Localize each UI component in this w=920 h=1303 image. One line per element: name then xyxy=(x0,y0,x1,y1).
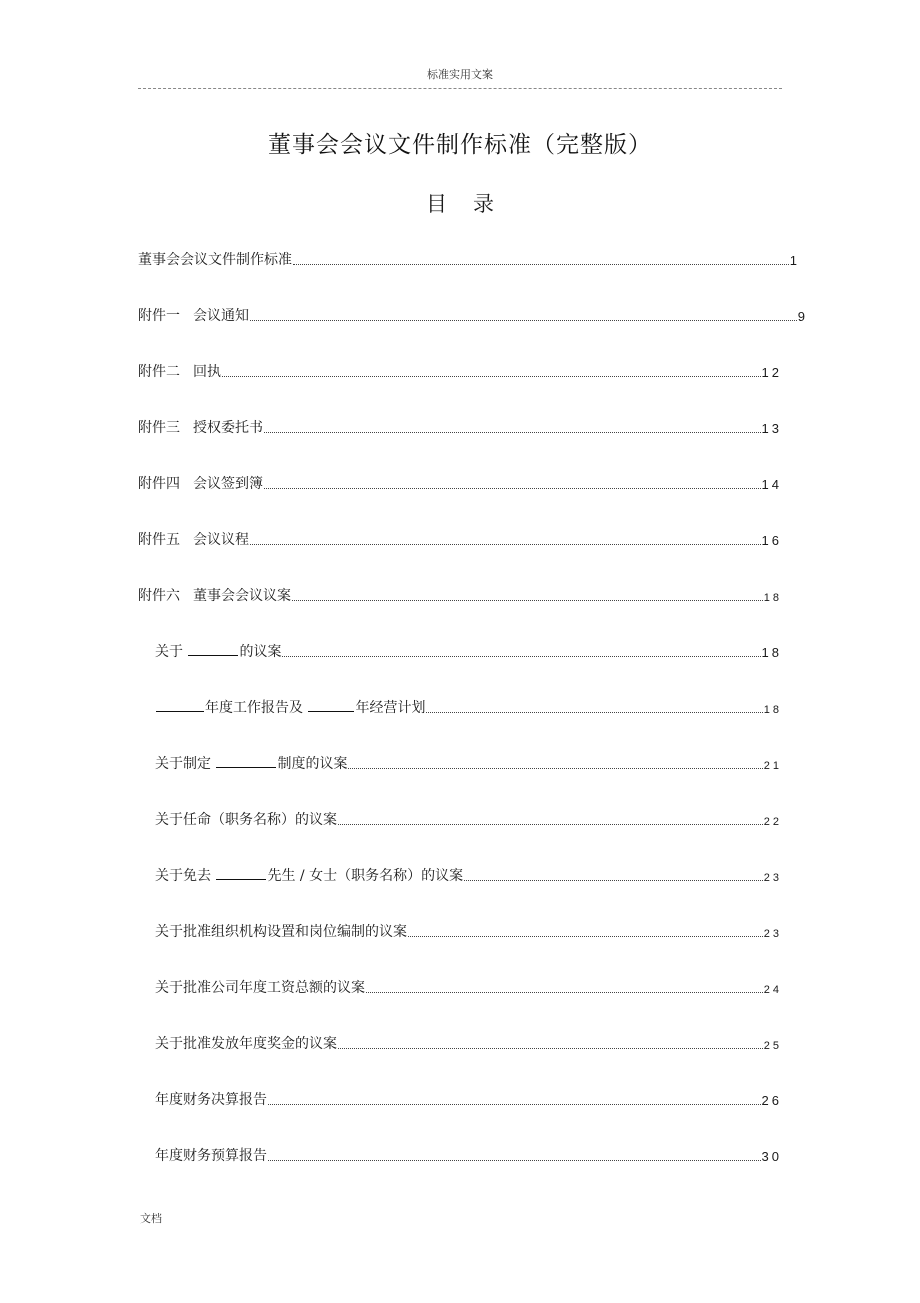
fill-in-blank xyxy=(156,699,204,712)
toc-entry-label xyxy=(138,585,291,605)
toc-entry-label: 年度财务决算报告 xyxy=(155,1092,267,1108)
toc-entry-label xyxy=(138,529,249,549)
fill-in-blank xyxy=(188,643,238,656)
toc-entry[interactable] xyxy=(138,473,782,493)
toc-entry-page: 14 xyxy=(761,477,782,492)
toc-leader xyxy=(366,992,763,993)
toc-entry-page: 22 xyxy=(763,816,782,828)
toc-entry[interactable] xyxy=(155,977,782,997)
toc-entry-page: 1 xyxy=(789,253,800,268)
toc-entry-label: 关于批准发放年度奖金的议案 xyxy=(155,1036,337,1052)
toc-entry-prefix: 附件二 xyxy=(138,364,180,380)
toc-entry-title: 回执 xyxy=(193,364,221,380)
toc-leader xyxy=(292,600,763,601)
toc-leader xyxy=(264,432,761,433)
toc-entry[interactable] xyxy=(155,697,782,717)
fill-in-blank xyxy=(216,755,276,768)
toc-leader xyxy=(282,656,760,657)
toc-leader xyxy=(464,880,763,881)
toc-leader xyxy=(348,768,762,769)
toc-leader xyxy=(250,544,761,545)
page-footer: 文档 xyxy=(140,1212,162,1225)
toc-entry[interactable] xyxy=(155,1089,782,1109)
toc-entry[interactable] xyxy=(138,529,782,549)
toc-entry[interactable] xyxy=(138,305,808,325)
toc-entry-prefix: 附件五 xyxy=(138,532,180,548)
toc-entry[interactable] xyxy=(155,921,782,941)
toc-entry-label: 关于批准公司年度工资总额的议案 xyxy=(155,980,365,996)
toc-leader xyxy=(268,1104,761,1105)
toc-entry[interactable] xyxy=(138,585,782,605)
toc-entry-label xyxy=(138,417,263,437)
toc-leader xyxy=(268,1160,761,1161)
toc-entry-page: 12 xyxy=(761,365,782,380)
toc-entry-prefix: 附件四 xyxy=(138,476,180,492)
toc-entry-page: 26 xyxy=(761,1093,782,1108)
toc-entry[interactable] xyxy=(155,753,782,773)
toc-leader xyxy=(426,712,762,713)
toc-leader xyxy=(264,488,761,489)
toc-entry-title: 授权委托书 xyxy=(193,420,263,436)
page-header: 标准实用文案 xyxy=(427,68,493,81)
toc-entry[interactable] xyxy=(155,865,782,885)
toc-entry-label: 关于任命（职务名称）的议案 xyxy=(155,812,337,828)
toc-entry-page: 18 xyxy=(763,704,782,716)
toc-entry-label xyxy=(138,361,221,381)
toc-entry-prefix: 附件三 xyxy=(138,420,180,436)
toc-entry-label xyxy=(138,305,249,325)
toc-entry-label: 年度财务预算报告 xyxy=(155,1148,267,1164)
toc-leader xyxy=(293,264,789,265)
toc-entry-prefix: 附件六 xyxy=(138,588,180,604)
document-title: 董事会会议文件制作标准（完整版） xyxy=(268,132,652,158)
toc-entry-page: 18 xyxy=(761,645,782,660)
toc-leader xyxy=(250,320,797,321)
toc-entry[interactable] xyxy=(155,1145,782,1165)
toc-entry-page: 21 xyxy=(763,760,782,772)
toc-entry[interactable] xyxy=(155,809,782,829)
toc-entry-page: 30 xyxy=(761,1149,782,1164)
toc-entry-label: 关于 的议案 xyxy=(155,644,282,660)
toc-entry-page: 9 xyxy=(797,309,808,324)
header-divider xyxy=(138,88,782,89)
toc-entry-page: 18 xyxy=(763,592,782,604)
toc-entry-title: 会议通知 xyxy=(193,308,249,324)
toc-entry-title: 董事会会议议案 xyxy=(193,588,291,604)
toc-leader xyxy=(222,376,761,377)
toc-entry-label: 关于免去 先生 / 女士（职务名称）的议案 xyxy=(155,868,464,884)
toc-entry-page: 16 xyxy=(761,533,782,548)
toc-entry[interactable] xyxy=(138,249,800,269)
toc-entry-page: 23 xyxy=(763,872,782,884)
toc-entry-label: 年度工作报告及 年经营计划 xyxy=(155,697,425,717)
toc-entry-title: 会议签到簿 xyxy=(193,476,263,492)
fill-in-blank xyxy=(308,699,354,712)
toc-entry-page: 25 xyxy=(763,1040,782,1052)
toc-entry-prefix: 附件一 xyxy=(138,308,180,324)
toc-leader xyxy=(338,1048,763,1049)
toc-entry-page: 23 xyxy=(763,928,782,940)
toc-entry-title: 会议议程 xyxy=(193,532,249,548)
toc-entry-label: 董事会会议文件制作标准 xyxy=(138,252,292,268)
toc-leader xyxy=(338,824,763,825)
toc-entry[interactable] xyxy=(155,641,782,661)
toc-heading: 目录 xyxy=(426,192,520,216)
toc-entry[interactable] xyxy=(138,417,782,437)
toc-entry-page: 13 xyxy=(761,421,782,436)
toc-leader xyxy=(408,936,763,937)
toc-entry-label: 关于批准组织机构设置和岗位编制的议案 xyxy=(155,924,407,940)
fill-in-blank xyxy=(216,867,266,880)
toc-entry-label: 关于制定 制度的议案 xyxy=(155,756,348,772)
toc-entry-page: 24 xyxy=(763,984,782,996)
toc-entry-label xyxy=(138,473,263,493)
toc-entry[interactable] xyxy=(138,361,782,381)
toc-entry[interactable] xyxy=(155,1033,782,1053)
